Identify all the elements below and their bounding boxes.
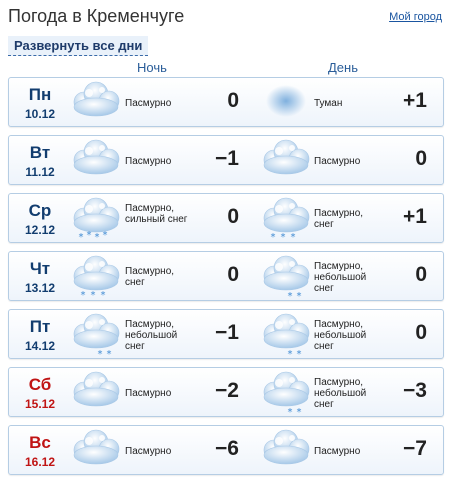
night-condition: Пасмурно <box>125 388 172 399</box>
light-snow-icon <box>259 312 313 358</box>
svg-text:*: * <box>102 230 108 241</box>
day-date: 15.12 <box>24 397 56 411</box>
svg-text:*: * <box>280 232 286 242</box>
day-of-week: Вс <box>29 433 51 452</box>
light-snow-icon <box>259 370 313 416</box>
day-of-week: Вт <box>29 143 51 162</box>
svg-text:*: * <box>100 290 106 300</box>
cloud-icon <box>69 370 123 416</box>
day-row[interactable] <box>8 135 444 185</box>
night-temperature: 0 <box>227 89 239 112</box>
day-date: 14.12 <box>24 339 56 353</box>
svg-text:*: * <box>296 291 302 300</box>
day-date: 10.12 <box>24 107 56 121</box>
night-column-header: Ночь <box>137 60 167 75</box>
day-temperature: −3 <box>403 379 427 402</box>
night-temperature: 0 <box>227 263 239 286</box>
day-condition: Пасмурно <box>314 156 361 167</box>
night-condition: Пасмурно, небольшой снег <box>125 319 178 352</box>
night-temperature: −1 <box>215 321 239 344</box>
svg-text:*: * <box>296 349 302 358</box>
night-temperature: −2 <box>215 379 239 402</box>
snow-icon <box>259 196 313 242</box>
day-temperature: 0 <box>415 263 427 286</box>
day-of-week: Пт <box>29 317 51 336</box>
day-row[interactable] <box>8 77 444 127</box>
page-title: Погода в Кременчуге <box>8 6 185 26</box>
day-condition: Пасмурно <box>314 446 361 457</box>
night-condition: Пасмурно <box>125 446 172 457</box>
day-condition: Пасмурно, снег <box>314 208 364 230</box>
cloud-icon <box>259 428 313 474</box>
day-temperature: 0 <box>415 321 427 344</box>
svg-text:*: * <box>94 232 100 242</box>
svg-text:*: * <box>78 232 84 242</box>
night-condition: Пасмурно, сильный снег <box>125 203 188 225</box>
heavy-snow-icon <box>69 196 123 242</box>
light-snow-icon <box>69 312 123 358</box>
day-row[interactable] <box>8 251 444 301</box>
day-column-header: День <box>328 60 358 75</box>
day-row[interactable] <box>8 367 444 417</box>
night-temperature: −6 <box>215 437 239 460</box>
header <box>8 4 444 30</box>
day-of-week: Ср <box>28 201 52 220</box>
day-of-week: Сб <box>28 375 52 394</box>
night-condition: Пасмурно, снег <box>125 266 175 288</box>
day-temperature: +1 <box>403 89 427 112</box>
svg-text:*: * <box>97 349 103 358</box>
svg-text:*: * <box>296 407 302 416</box>
cloud-icon <box>259 138 313 184</box>
light-snow-icon <box>259 254 313 300</box>
my-city-link[interactable]: Мой город <box>389 11 442 23</box>
day-condition: Туман <box>314 98 343 109</box>
svg-text:*: * <box>80 290 86 300</box>
night-temperature: −1 <box>215 147 239 170</box>
svg-text:*: * <box>287 407 293 416</box>
day-date: 12.12 <box>24 223 56 237</box>
svg-text:*: * <box>270 232 276 242</box>
day-condition: Пасмурно, небольшой снег <box>314 377 367 410</box>
svg-text:*: * <box>290 232 296 242</box>
day-date: 11.12 <box>25 165 55 179</box>
day-condition: Пасмурно, небольшой снег <box>314 261 367 294</box>
svg-text:*: * <box>106 349 112 358</box>
day-of-week: Пн <box>28 85 52 104</box>
day-condition: Пасмурно, небольшой снег <box>314 319 367 352</box>
svg-text:*: * <box>287 291 293 300</box>
snow-icon <box>69 254 123 300</box>
cloud-icon <box>69 138 123 184</box>
night-condition: Пасмурно <box>125 156 172 167</box>
fog-icon <box>259 80 313 126</box>
day-temperature: 0 <box>415 147 427 170</box>
expand-all-days-button[interactable]: Развернуть все дни <box>8 36 148 56</box>
day-of-week: Чт <box>29 259 51 278</box>
day-date: 13.12 <box>24 281 56 295</box>
day-temperature: −7 <box>403 437 427 460</box>
cloud-icon <box>69 428 123 474</box>
day-row[interactable] <box>8 425 444 475</box>
svg-text:*: * <box>86 230 92 241</box>
day-row[interactable] <box>8 309 444 359</box>
night-condition: Пасмурно <box>125 98 172 109</box>
night-temperature: 0 <box>227 205 239 228</box>
day-row[interactable] <box>8 193 444 243</box>
svg-text:*: * <box>90 290 96 300</box>
day-temperature: +1 <box>403 205 427 228</box>
day-date: 16.12 <box>24 455 56 469</box>
svg-text:*: * <box>287 349 293 358</box>
cloud-icon <box>69 80 123 126</box>
